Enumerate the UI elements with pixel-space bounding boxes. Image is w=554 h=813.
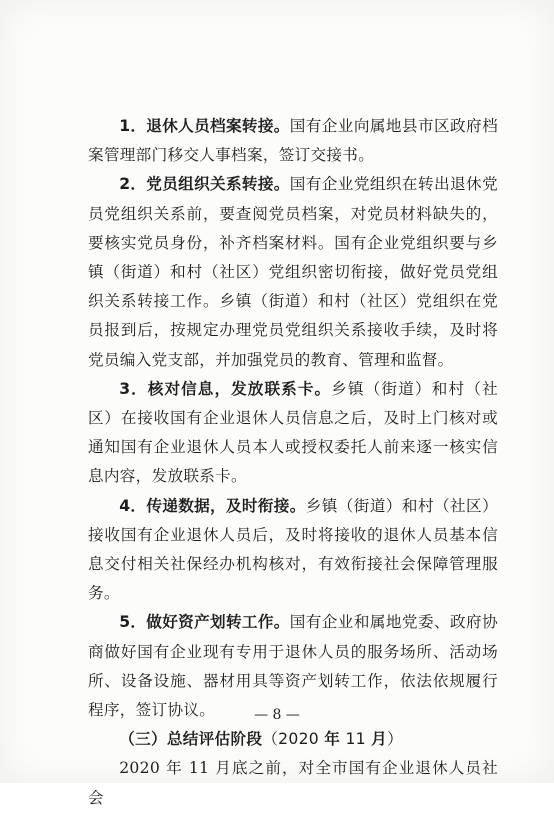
paragraph-2-heading: 2．党员组织关系转接。 xyxy=(119,175,290,194)
section-heading xyxy=(88,725,498,754)
paragraph-3-text: 乡镇（街道）和村（社区）在接收国有企业退休人员信息之后，及时上门核对或通知国有企业退休人员本人或授权委托人前来逐一核实信息内容，发放联系卡。 xyxy=(88,379,498,486)
paragraph-6 xyxy=(88,754,498,812)
paragraph-2 xyxy=(88,170,498,374)
section-date-close: ） xyxy=(387,730,403,749)
paragraph-3-heading: 3．核对信息，发放联系卡。 xyxy=(119,379,332,398)
paragraph-3 xyxy=(88,375,498,492)
page-number: — 8 — xyxy=(254,707,300,723)
paragraph-5-text: 国有企业和属地党委、政府协商做好国有企业现有专用于退休人员的服务场所、活动场所、设备设施、器材用具等资产划转工作，依法依规履行程序，签订协议。 xyxy=(88,613,498,720)
paragraph-2-text: 国有企业党组织在转出退休党员党组织关系前，要查阅党员档案，对党员材料缺失的，要核实党员身份，补齐档案材料。国有企业党组织要与乡镇（街道）和村（社区）党组织密切衔接，做好党员党组织关系转接工作。乡镇（街道）和村（社区）党组织在党员报到后，按规定办理党员党组织关系接收手续，及时将党员编入党支部，并加强党员的教育、管理和监督。 xyxy=(88,175,498,369)
paragraph-6-text: 2020 年 11 月底之前，对全市国有企业退休人员社会 xyxy=(88,759,498,807)
paragraph-4-heading: 4．传递数据，及时衔接。 xyxy=(119,496,306,515)
section-date-year-word: 年 xyxy=(324,730,341,749)
paragraph-5-heading: 5．做好资产划转工作。 xyxy=(119,613,290,632)
paragraph-4-text: 乡镇（街道）和村（社区）接收国有企业退休人员后，及时将接收的退休人员基本信息交付相关社保经办机构核对，有效衔接社会保障管理服务。 xyxy=(88,496,498,603)
section-date-month: 11 xyxy=(340,730,372,749)
section-date-open: （2020 xyxy=(262,730,325,749)
paragraph-4 xyxy=(88,492,498,609)
section-title: （三）总结评估阶段 xyxy=(119,730,263,749)
section-date-month-word: 月 xyxy=(371,730,388,749)
paragraph-1 xyxy=(88,112,498,170)
paragraph-1-heading: 1．退休人员档案转接。 xyxy=(119,117,290,135)
paragraph-1-text: 国有企业向属地县市区政府档案管理部门移交人事档案，签订交接书。 xyxy=(88,117,498,165)
